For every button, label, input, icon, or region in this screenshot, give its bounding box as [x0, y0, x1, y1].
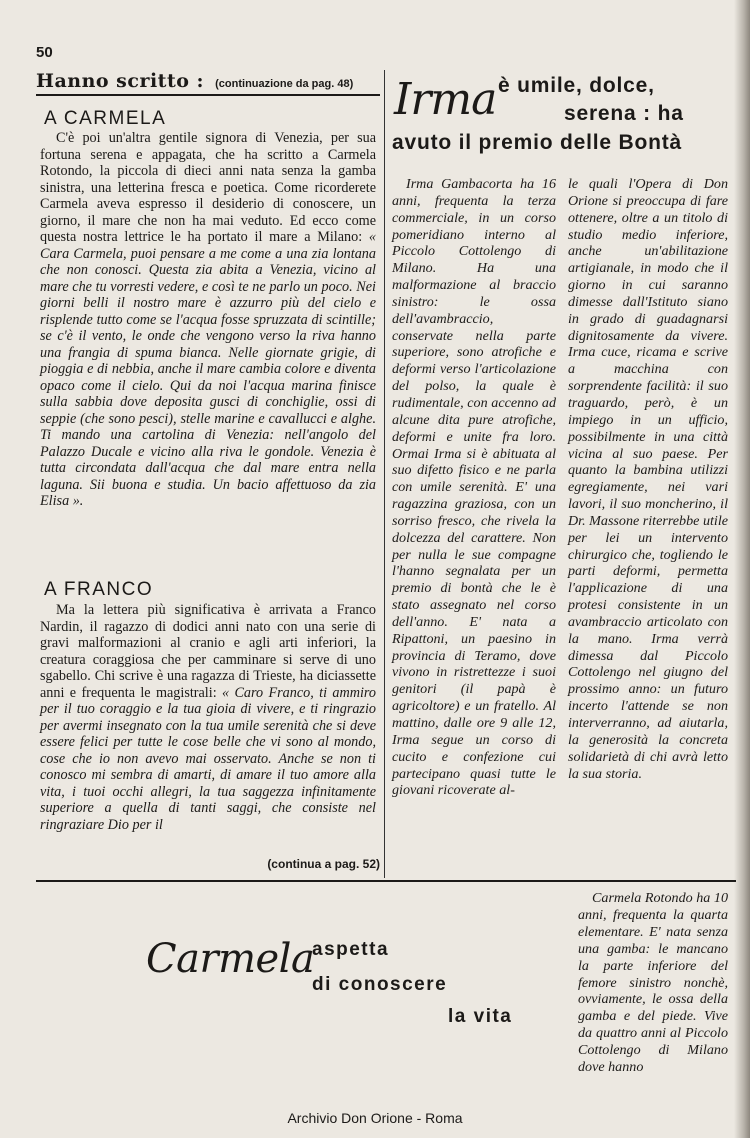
irma-article-col2: le quali l'Opera di Don Orione si preoccupa di fare ottenere, oltre a un titolo di studio medio inferiore, anche un'abilitazione artigianale, in modo che il giorno in cui saranno dimesse dall'Istituto siano in grado di guadagnarsi dignitosamente da vivere. Irma cuce, ricama e scrive a macchina con sorprendente facilità: il suo traguardo, però, è un impiego in un ufficio, possibilmente in una città vicina al suo paese. Per quanto la bambina utilizzi egregiamente, nei vari lavori, il suo moncherino, il Dr. Massone riterrebbe utile per lei un intervento chirurgico che, togliendo le parti deformi, permetta l'applicazione di una protesi consistente in un avambraccio articolato con la mano. Irma verrà dimessa dal Piccolo Cottolengo nel giugno del prossimo anno: un futuro incerto l'attende se non interverranno, ad aiutarla, la generosità la concreta solidarietà di chi avrà letto la sua storia.	[568, 176, 728, 782]
irma-headline-line1: è umile, dolce,	[498, 74, 655, 97]
column-divider	[384, 70, 385, 878]
carmela-headline-line3: la vita	[448, 1006, 513, 1027]
page-edge-shadow	[734, 0, 750, 1138]
page-number: 50	[36, 44, 53, 61]
header-rule	[36, 94, 380, 96]
section-title: Hanno scritto :	[36, 70, 205, 92]
carmela-letter-quote: « Cara Carmela, puoi pensare a me come a una zia lontana che non conosci. Questa zia abita a Venezia, vicino al mare che tu vorresti vedere, e così te ne parlo un poco. Nei giorni belli il nostro mare è azzurro più del cielo e risplende tutto come se l'acqua fosse spruzzata di scintille; se c'è il vento, le onde che vengono verso la riva hanno una frangia di spuma bianca. Nelle giornate grigie, di pioggia e di nebbia, anche il mare cambia colore e diventa opaco come il cielo. Qui da noi l'acqua marina finisce sulla sabbia dove deposita gusci di conchiglie, ossi di seppie (che sono pesci), stelle marine e cavallucci e alghe. Ti mando una cartolina di Venezia: nell'angolo del Palazzo Ducale e vicino alla riva le gondole. Venezia è tutta circondata dall'acqua che dal mare entra nella laguna. Sii buona e studia. Un bacio affettuoso da zia Elisa ».	[40, 229, 376, 509]
carmela-article-text: Carmela Rotondo ha 10 anni, frequenta la quarta elementare. E' nata senza una gamba: le mancano la parte inferiore del femore sinistro nonchè, ovviamente, le ossa della gamba e del piede. Vive da quattro anni al Piccolo Cottolengo di Milano dove hanno	[578, 890, 728, 1076]
irma-article-col1: Irma Gambacorta ha 16 anni, frequenta la terza commerciale, in un corso pomeridiano interno al Piccolo Cottolengo di Milano. Ha una malformazione al braccio sinistro: le ossa dell'avambraccio, conservate nella parte superiore, sono atrofiche e deformi verso l'articolazione del polso, la quale è rudimentale, con accenno ad alcune dita pure atrofiche, deformi e unite fra loro. Ormai Irma si è abituata al suo difetto fisico e ne parla con umile serenità. E' una ragazzina graziosa, con un sorriso fresco, che rivela la dolcezza del carattere. Non per nulla le sue compagne l'hanno segnalata per un premio di bontà che le è stato assegnato nel corso dell'anno. E' nata a Ripattoni, un paesino in provincia di Teramo, dove vivono in ristrettezze i suoi genitori (il papà è agricoltore) e un fratello. Al mattino, dalle ore 9 alle 12, Irma segue un corso di cucito e confezione cui partecipano quasi tutte le giovani ricoverate al-	[392, 176, 556, 799]
franco-letter-quote: « Caro Franco, ti ammiro per il tuo coraggio e la tua gioia di vivere, e ti ringrazio per avermi insegnato con la tua umile serenità che si deve essere felici per tutte le cose belle che vi sono al mondo, cose che io non avevo mai osservato. Anche se non ti conosco mi sembra di amarti, di amare il tuo amore alla vita, i tuoi occhi allegri, la tua saggezza infinitamente superiore a quella di tanti saggi, che consiste nel ringraziare Dio per il	[40, 684, 376, 833]
carmela-letter-text	[40, 130, 376, 510]
franco-letter-heading: A FRANCO	[44, 579, 154, 600]
continued-note: (continua a pag. 52)	[267, 857, 380, 871]
continuation-note: (continuazione da pag. 48)	[215, 78, 354, 90]
archive-footer: Archivio Don Orione - Roma	[287, 1110, 463, 1126]
section-header	[36, 70, 380, 92]
franco-letter-text	[40, 602, 376, 833]
irma-headline-line3: avuto il premio delle Bontà	[392, 131, 682, 154]
carmela-title-script: Carmela	[146, 936, 315, 982]
carmela-letter-intro: C'è poi un'altra gentile signora di Venezia, per sua fortuna serena e appagata, che ha scritto a Carmela Rotondo, la piccola di dieci anni nata senza la gamba sinistra, una letterina fresca e poetica. Come ricorderete Carmela aveva espresso il desiderio di conoscere, un giorno, il mare che non ha mai veduto. Ed ecco come questa nostra lettrice le ha portato il mare a Milano:	[40, 130, 376, 245]
carmela-letter-heading: A CARMELA	[44, 108, 167, 129]
franco-letter-intro: Ma la lettera più significativa è arrivata a Franco Nardin, il ragazzo di dodici anni nato con una serie di gravi malformazioni al cranio e agli arti inferiori, la creatura coraggiosa che per camminare si serve di uno sgabello. Chi scrive è una ragazza di Trieste, ha diciassette anni e frequenta le magistrali:	[40, 602, 376, 701]
carmela-headline-line2: di conoscere	[312, 974, 448, 995]
irma-title-script: Irma	[394, 74, 497, 125]
carmela-headline-line1: aspetta	[312, 939, 390, 960]
irma-headline-line2: serena : ha	[564, 102, 684, 125]
article-separator	[36, 880, 736, 882]
